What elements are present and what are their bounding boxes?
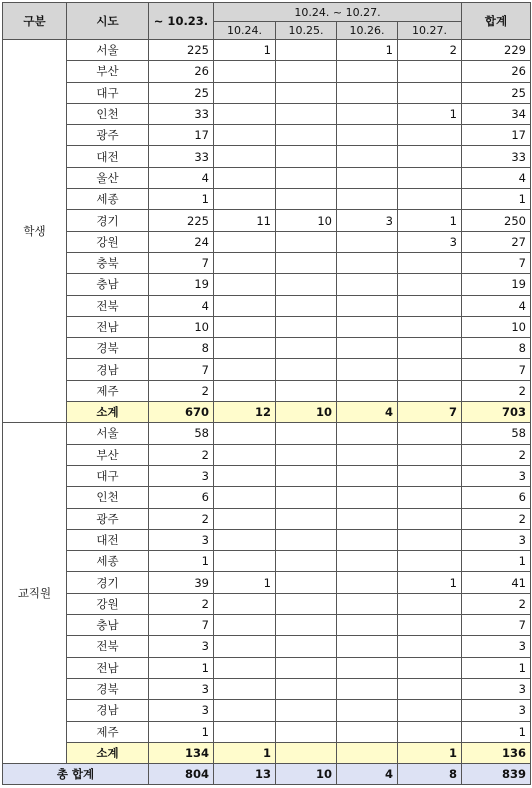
cell-d1027 (398, 487, 462, 508)
cell-d1026 (337, 593, 398, 614)
cell-before: 8 (149, 338, 214, 359)
cell-d1025 (276, 167, 337, 188)
cell-d1024 (214, 444, 276, 465)
cell-d1027 (398, 700, 462, 721)
cell-total: 25 (462, 82, 531, 103)
cell-before: 6 (149, 487, 214, 508)
cell-total: 7 (462, 615, 531, 636)
cell-d1027 (398, 657, 462, 678)
cell-d1026 (337, 678, 398, 699)
cell-region: 전남 (67, 657, 149, 678)
header-region: 시도 (67, 3, 149, 40)
table-row (3, 572, 531, 593)
cell-d1027: 1 (398, 572, 462, 593)
cell-d1027 (398, 593, 462, 614)
cell-d1027 (398, 189, 462, 210)
cell-before: 17 (149, 125, 214, 146)
cell-d1026 (337, 444, 398, 465)
cell-region: 인천 (67, 103, 149, 124)
cell-before: 2 (149, 593, 214, 614)
cell-d1026 (337, 61, 398, 82)
cell-d1025 (276, 82, 337, 103)
table-row (3, 338, 531, 359)
cell-before: 3 (149, 636, 214, 657)
cell-total: 3 (462, 678, 531, 699)
cell-d1027: 3 (398, 231, 462, 252)
cell-d1027 (398, 125, 462, 146)
cell-d1027 (398, 146, 462, 167)
cell-d1025 (276, 380, 337, 401)
table-row (3, 146, 531, 167)
cell-before: 1 (149, 551, 214, 572)
cell-before: 26 (149, 61, 214, 82)
cell-before: 3 (149, 529, 214, 550)
cell-region: 강원 (67, 231, 149, 252)
cell-d1024 (214, 380, 276, 401)
table-row (3, 423, 531, 444)
subtotal-d1026 (337, 742, 398, 763)
cell-total: 2 (462, 593, 531, 614)
table-row (3, 252, 531, 273)
cell-region: 제주 (67, 721, 149, 742)
header-date-1027: 10.27. (398, 22, 462, 40)
cell-d1024 (214, 125, 276, 146)
cell-d1026: 3 (337, 210, 398, 231)
cell-region: 광주 (67, 125, 149, 146)
cell-d1026 (337, 359, 398, 380)
header-before: ~ 10.23. (149, 3, 214, 40)
subtotal-total: 703 (462, 402, 531, 423)
subtotal-d1027: 1 (398, 742, 462, 763)
cell-region: 경북 (67, 678, 149, 699)
table-row (3, 103, 531, 124)
cell-d1025 (276, 231, 337, 252)
cell-d1027 (398, 465, 462, 486)
cell-d1026 (337, 295, 398, 316)
cell-d1024 (214, 487, 276, 508)
cell-region: 세종 (67, 551, 149, 572)
cell-d1025 (276, 103, 337, 124)
cell-region: 경남 (67, 359, 149, 380)
cell-d1025 (276, 316, 337, 337)
cell-before: 33 (149, 103, 214, 124)
cell-d1026 (337, 465, 398, 486)
cell-total: 2 (462, 380, 531, 401)
subtotal-d1025 (276, 742, 337, 763)
cell-before: 58 (149, 423, 214, 444)
subtotal-before: 670 (149, 402, 214, 423)
cell-d1025 (276, 572, 337, 593)
cell-d1026 (337, 423, 398, 444)
cell-before: 33 (149, 146, 214, 167)
table-row (3, 359, 531, 380)
grand-total-before: 804 (149, 764, 214, 785)
cell-d1024 (214, 657, 276, 678)
cell-region: 울산 (67, 167, 149, 188)
cell-d1027: 1 (398, 210, 462, 231)
header-group: 구분 (3, 3, 67, 40)
cell-d1026 (337, 316, 398, 337)
cell-d1025 (276, 338, 337, 359)
cell-d1025 (276, 423, 337, 444)
table-row (3, 167, 531, 188)
case-stats-table (2, 2, 531, 785)
cell-d1025 (276, 295, 337, 316)
cell-d1026 (337, 146, 398, 167)
cell-d1026 (337, 103, 398, 124)
cell-d1026 (337, 615, 398, 636)
cell-region: 서울 (67, 40, 149, 61)
cell-region: 경남 (67, 700, 149, 721)
cell-d1027 (398, 338, 462, 359)
cell-region: 대구 (67, 465, 149, 486)
table-row (3, 700, 531, 721)
cell-before: 3 (149, 465, 214, 486)
cell-d1026 (337, 700, 398, 721)
cell-total: 250 (462, 210, 531, 231)
cell-total: 58 (462, 423, 531, 444)
table-row (3, 231, 531, 252)
table-row (3, 615, 531, 636)
cell-d1025 (276, 189, 337, 210)
cell-d1024 (214, 721, 276, 742)
cell-before: 225 (149, 210, 214, 231)
cell-total: 229 (462, 40, 531, 61)
cell-d1025 (276, 721, 337, 742)
cell-d1025 (276, 657, 337, 678)
cell-region: 대전 (67, 146, 149, 167)
cell-before: 2 (149, 380, 214, 401)
grand-total-d1026: 4 (337, 764, 398, 785)
cell-before: 24 (149, 231, 214, 252)
cell-d1027 (398, 551, 462, 572)
cell-d1024 (214, 167, 276, 188)
cell-before: 19 (149, 274, 214, 295)
cell-before: 4 (149, 167, 214, 188)
cell-total: 1 (462, 189, 531, 210)
table-row (3, 40, 531, 61)
cell-d1026 (337, 657, 398, 678)
cell-d1024 (214, 82, 276, 103)
cell-d1024 (214, 338, 276, 359)
cell-d1026 (337, 380, 398, 401)
cell-region: 충남 (67, 274, 149, 295)
cell-d1024 (214, 316, 276, 337)
cell-d1027 (398, 167, 462, 188)
staff-subtotal-row (3, 742, 531, 763)
cell-d1027 (398, 529, 462, 550)
cell-d1027 (398, 721, 462, 742)
table-row (3, 210, 531, 231)
cell-region: 제주 (67, 380, 149, 401)
cell-total: 19 (462, 274, 531, 295)
subtotal-d1024: 12 (214, 402, 276, 423)
cell-total: 7 (462, 252, 531, 273)
table-row (3, 444, 531, 465)
cell-d1026 (337, 274, 398, 295)
cell-before: 1 (149, 189, 214, 210)
cell-total: 3 (462, 636, 531, 657)
header-date-range: 10.24. ~ 10.27. (214, 3, 462, 22)
cell-before: 3 (149, 678, 214, 699)
cell-region: 경북 (67, 338, 149, 359)
grand-total-d1025: 10 (276, 764, 337, 785)
cell-d1025 (276, 678, 337, 699)
cell-d1025 (276, 551, 337, 572)
table-row (3, 721, 531, 742)
cell-before: 10 (149, 316, 214, 337)
cell-total: 2 (462, 508, 531, 529)
cell-before: 1 (149, 657, 214, 678)
cell-d1024 (214, 593, 276, 614)
cell-d1024 (214, 295, 276, 316)
cell-total: 1 (462, 721, 531, 742)
cell-d1025 (276, 61, 337, 82)
cell-d1027 (398, 359, 462, 380)
cell-d1027 (398, 615, 462, 636)
cell-d1026 (337, 508, 398, 529)
cell-before: 225 (149, 40, 214, 61)
cell-d1026 (337, 82, 398, 103)
cell-region: 세종 (67, 189, 149, 210)
cell-before: 2 (149, 508, 214, 529)
cell-d1024 (214, 529, 276, 550)
cell-region: 부산 (67, 444, 149, 465)
cell-before: 7 (149, 252, 214, 273)
cell-d1025 (276, 615, 337, 636)
cell-d1026 (337, 529, 398, 550)
cell-d1026 (337, 252, 398, 273)
cell-d1026 (337, 125, 398, 146)
cell-d1024 (214, 359, 276, 380)
cell-d1027 (398, 380, 462, 401)
cell-d1027 (398, 295, 462, 316)
cell-d1026: 1 (337, 40, 398, 61)
cell-total: 41 (462, 572, 531, 593)
table-row (3, 636, 531, 657)
grand-total-d1027: 8 (398, 764, 462, 785)
cell-total: 1 (462, 551, 531, 572)
cell-d1026 (337, 721, 398, 742)
header-date-1026: 10.26. (337, 22, 398, 40)
students-subtotal-row (3, 402, 531, 423)
cell-d1025 (276, 529, 337, 550)
cell-d1025 (276, 274, 337, 295)
cell-d1026 (337, 189, 398, 210)
table-row (3, 82, 531, 103)
table-row (3, 61, 531, 82)
cell-region: 충북 (67, 252, 149, 273)
cell-region: 전북 (67, 295, 149, 316)
cell-d1024 (214, 61, 276, 82)
header-total: 합계 (462, 3, 531, 40)
table-row (3, 465, 531, 486)
cell-d1027 (398, 61, 462, 82)
cell-d1025: 10 (276, 210, 337, 231)
cell-total: 26 (462, 61, 531, 82)
cell-d1025 (276, 487, 337, 508)
cell-total: 2 (462, 444, 531, 465)
grand-total-d1024: 13 (214, 764, 276, 785)
cell-d1027 (398, 636, 462, 657)
cell-d1027 (398, 274, 462, 295)
cell-total: 8 (462, 338, 531, 359)
cell-d1026 (337, 167, 398, 188)
cell-d1027: 2 (398, 40, 462, 61)
cell-region: 강원 (67, 593, 149, 614)
cell-d1026 (337, 636, 398, 657)
students-group-label: 학생 (3, 40, 67, 423)
table-row (3, 529, 531, 550)
cell-region: 충남 (67, 615, 149, 636)
staff-group-label: 교직원 (3, 423, 67, 764)
cell-d1025 (276, 125, 337, 146)
cell-before: 25 (149, 82, 214, 103)
cell-region: 전남 (67, 316, 149, 337)
stats-table-container (2, 2, 531, 785)
cell-d1026 (337, 487, 398, 508)
subtotal-before: 134 (149, 742, 214, 763)
cell-d1024 (214, 508, 276, 529)
cell-d1025 (276, 252, 337, 273)
table-row (3, 125, 531, 146)
cell-before: 39 (149, 572, 214, 593)
table-row (3, 316, 531, 337)
header-date-1024: 10.24. (214, 22, 276, 40)
cell-d1025 (276, 636, 337, 657)
cell-d1024 (214, 615, 276, 636)
cell-total: 10 (462, 316, 531, 337)
cell-total: 33 (462, 146, 531, 167)
cell-total: 4 (462, 167, 531, 188)
cell-total: 27 (462, 231, 531, 252)
cell-region: 대구 (67, 82, 149, 103)
cell-before: 7 (149, 615, 214, 636)
grand-total-label: 총 합계 (3, 764, 149, 785)
cell-total: 6 (462, 487, 531, 508)
cell-d1027 (398, 423, 462, 444)
subtotal-region: 소계 (67, 742, 149, 763)
subtotal-d1026: 4 (337, 402, 398, 423)
cell-d1024 (214, 231, 276, 252)
cell-total: 1 (462, 657, 531, 678)
subtotal-d1027: 7 (398, 402, 462, 423)
cell-before: 3 (149, 700, 214, 721)
cell-d1025 (276, 508, 337, 529)
cell-d1025 (276, 40, 337, 61)
cell-region: 경기 (67, 210, 149, 231)
table-row (3, 551, 531, 572)
cell-d1027 (398, 444, 462, 465)
cell-d1024 (214, 189, 276, 210)
cell-region: 인천 (67, 487, 149, 508)
cell-region: 서울 (67, 423, 149, 444)
cell-d1024 (214, 146, 276, 167)
table-row (3, 678, 531, 699)
subtotal-total: 136 (462, 742, 531, 763)
cell-d1024 (214, 465, 276, 486)
cell-d1025 (276, 593, 337, 614)
cell-d1024 (214, 700, 276, 721)
cell-d1024 (214, 551, 276, 572)
cell-d1024 (214, 678, 276, 699)
cell-d1027 (398, 252, 462, 273)
cell-before: 4 (149, 295, 214, 316)
cell-total: 3 (462, 700, 531, 721)
cell-before: 7 (149, 359, 214, 380)
cell-region: 광주 (67, 508, 149, 529)
cell-d1027 (398, 678, 462, 699)
cell-d1027 (398, 316, 462, 337)
table-row (3, 487, 531, 508)
cell-d1025 (276, 359, 337, 380)
cell-d1024 (214, 103, 276, 124)
table-row (3, 508, 531, 529)
cell-total: 3 (462, 465, 531, 486)
subtotal-d1025: 10 (276, 402, 337, 423)
header-date-1025: 10.25. (276, 22, 337, 40)
cell-d1024 (214, 274, 276, 295)
cell-d1024: 1 (214, 572, 276, 593)
cell-before: 1 (149, 721, 214, 742)
table-row (3, 274, 531, 295)
cell-d1027: 1 (398, 103, 462, 124)
cell-d1025 (276, 146, 337, 167)
table-body (3, 40, 531, 785)
cell-d1027 (398, 508, 462, 529)
cell-d1026 (337, 231, 398, 252)
table-row (3, 657, 531, 678)
table-row (3, 593, 531, 614)
cell-d1024 (214, 252, 276, 273)
cell-before: 2 (149, 444, 214, 465)
grand-total-total: 839 (462, 764, 531, 785)
cell-region: 대전 (67, 529, 149, 550)
cell-total: 3 (462, 529, 531, 550)
cell-total: 17 (462, 125, 531, 146)
cell-region: 전북 (67, 636, 149, 657)
grand-total-row (3, 764, 531, 785)
cell-region: 부산 (67, 61, 149, 82)
cell-d1026 (337, 572, 398, 593)
cell-d1026 (337, 338, 398, 359)
cell-region: 경기 (67, 572, 149, 593)
cell-d1025 (276, 465, 337, 486)
table-row (3, 380, 531, 401)
cell-d1025 (276, 444, 337, 465)
table-row (3, 295, 531, 316)
subtotal-d1024: 1 (214, 742, 276, 763)
cell-d1024: 11 (214, 210, 276, 231)
cell-d1027 (398, 82, 462, 103)
cell-d1025 (276, 700, 337, 721)
cell-total: 4 (462, 295, 531, 316)
cell-total: 7 (462, 359, 531, 380)
cell-d1024: 1 (214, 40, 276, 61)
table-row (3, 189, 531, 210)
cell-d1024 (214, 423, 276, 444)
cell-d1026 (337, 551, 398, 572)
cell-d1024 (214, 636, 276, 657)
subtotal-region: 소계 (67, 402, 149, 423)
cell-total: 34 (462, 103, 531, 124)
table-header (3, 3, 531, 40)
